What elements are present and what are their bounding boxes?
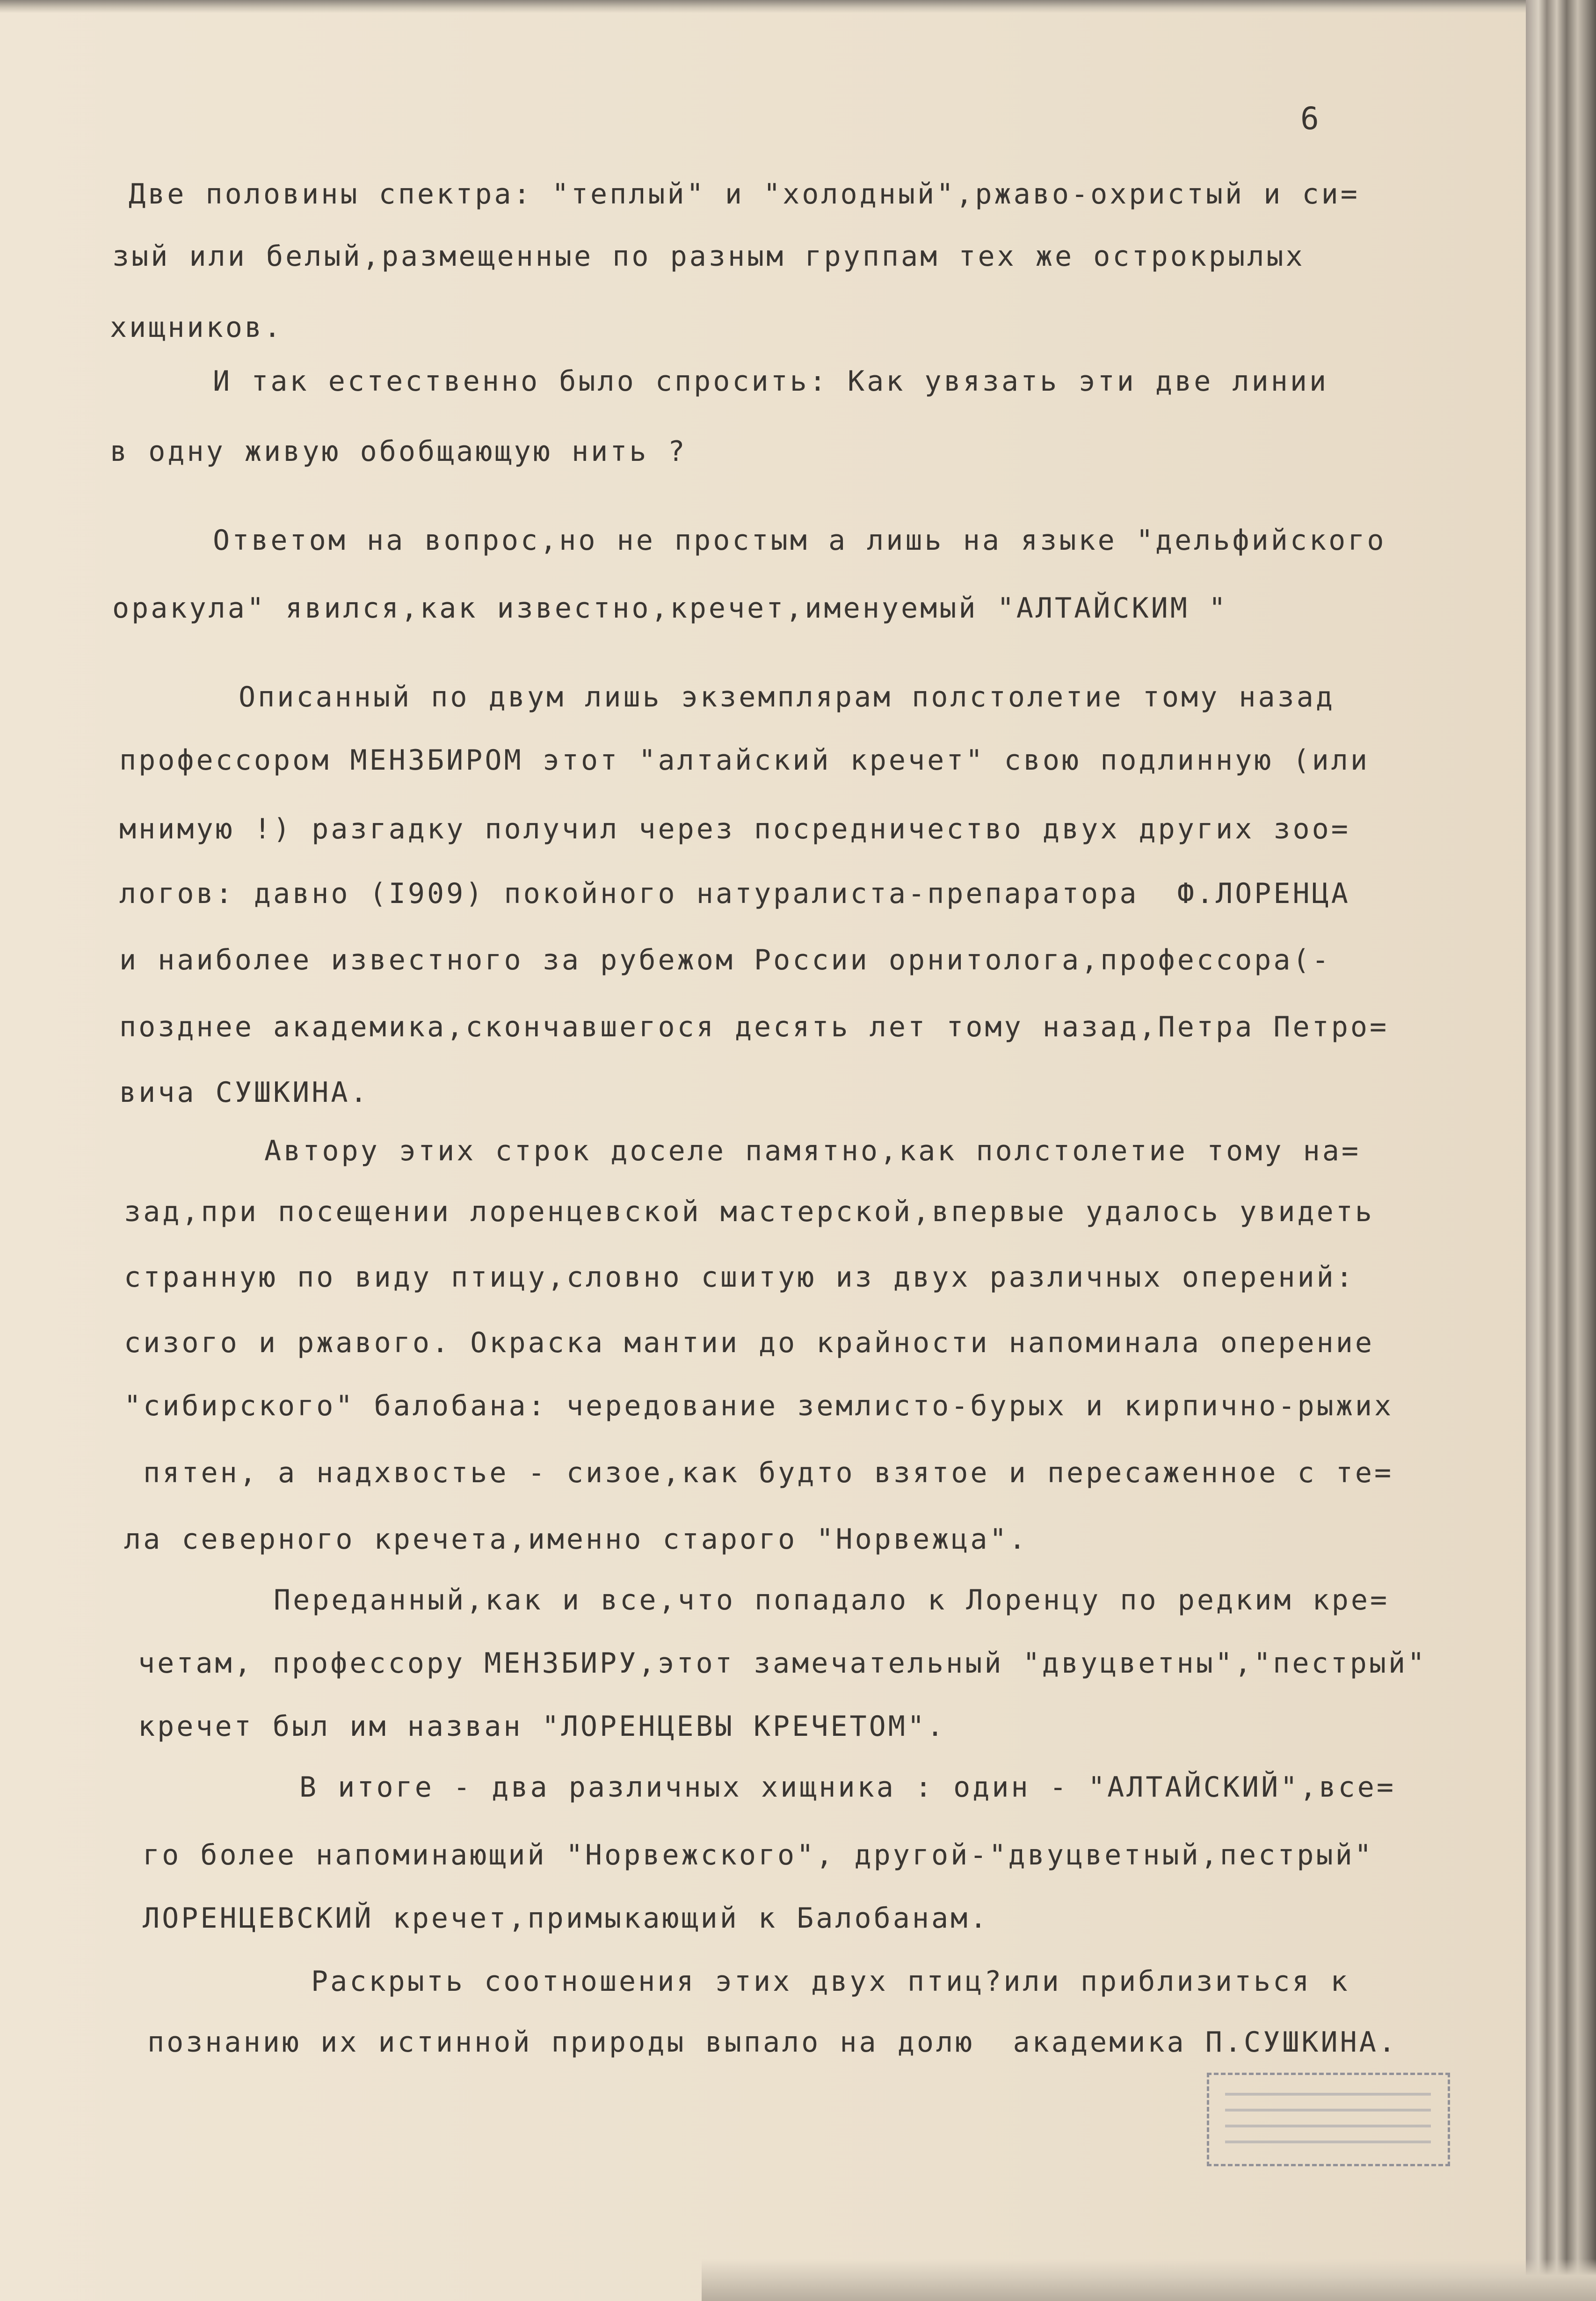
text-line: Ответом на вопрос,но не простым а лишь на языке "дельфийского xyxy=(213,524,1386,557)
stamp-text-lines xyxy=(1225,2093,1431,2149)
text-line: "сибирского" балобана: чередование землисто-бурых и кирпично-рыжих xyxy=(124,1390,1394,1422)
text-line: В итоге - два различных хищника : один - "АЛТАЙСКИЙ",все= xyxy=(299,1771,1396,1804)
text-line: четам, профессору МЕНЗБИРУ,этот замечательный "двуцветны","пестрый" xyxy=(138,1647,1427,1680)
text-line: зад,при посещении лоренцевской мастерской,впервые удалось увидеть xyxy=(124,1195,1374,1228)
text-line: Раскрыть соотношения этих двух птиц?или приблизиться к xyxy=(311,1965,1350,1998)
library-stamp xyxy=(1207,2073,1450,2166)
text-line: Переданный,как и все,что попадало к Лоренцу по редким кре= xyxy=(274,1584,1390,1617)
text-line: профессором МЕНЗБИРОМ этот "алтайский кречет" свою подлинную (или xyxy=(119,744,1370,777)
text-line: зый или белый,размещенные по разным группам тех же острокрылых xyxy=(112,240,1305,273)
text-line: в одну живую обобщающую нить ? xyxy=(110,435,687,468)
text-line: логов: давно (I909) покойного натуралиста-препаратора Ф.ЛОРЕНЦА xyxy=(119,877,1350,910)
text-line: Описанный по двум лишь экземплярам полстолетие тому назад xyxy=(239,681,1335,714)
text-line: го более напоминающий "Норвежского", другой-"двуцветный,пестрый" xyxy=(143,1839,1374,1871)
text-line: позднее академика,скончавшегося десять лет тому назад,Петра Петро= xyxy=(119,1011,1389,1043)
text-line: странную по виду птицу,словно сшитую из двух различных оперений: xyxy=(124,1261,1355,1294)
text-line: Две половины спектра: "теплый" и "холодный",ржаво-охристый и си= xyxy=(129,178,1360,211)
text-line: сизого и ржавого. Окраска мантии до крайности напоминала оперение xyxy=(124,1326,1374,1359)
text-line: кречет был им назван "ЛОРЕНЦЕВЫ КРЕЧЕТОМ". xyxy=(138,1710,946,1743)
text-line: оракула" явился,как известно,кречет,именуемый "АЛТАЙСКИМ " xyxy=(112,592,1228,625)
text-line: И так естественно было спросить: Как увязать эти две линии xyxy=(213,365,1329,398)
text-line: Автору этих строк доселе памятно,как полстолетие тому на= xyxy=(264,1135,1361,1167)
text-line: и наиболее известного за рубежом России орнитолога,профессора(- xyxy=(119,944,1331,976)
text-line: ЛОРЕНЦЕВСКИЙ кречет,примыкающий к Балобанам. xyxy=(143,1902,989,1935)
text-line: хищников. xyxy=(110,311,283,344)
page-number: 6 xyxy=(1300,101,1320,137)
text-line: мнимую !) разгадку получил через посредничество двух других зоо= xyxy=(119,813,1350,845)
text-line: ла северного кречета,именно старого "Норвежца". xyxy=(124,1523,1028,1556)
text-line: вича СУШКИНА. xyxy=(119,1076,370,1109)
text-line: познанию их истинной природы выпало на долю академика П.СУШКИНА. xyxy=(147,2026,1398,2059)
text-line: пятен, а надхвостье - сизое,как будто взятое и пересаженное с те= xyxy=(124,1456,1394,1489)
